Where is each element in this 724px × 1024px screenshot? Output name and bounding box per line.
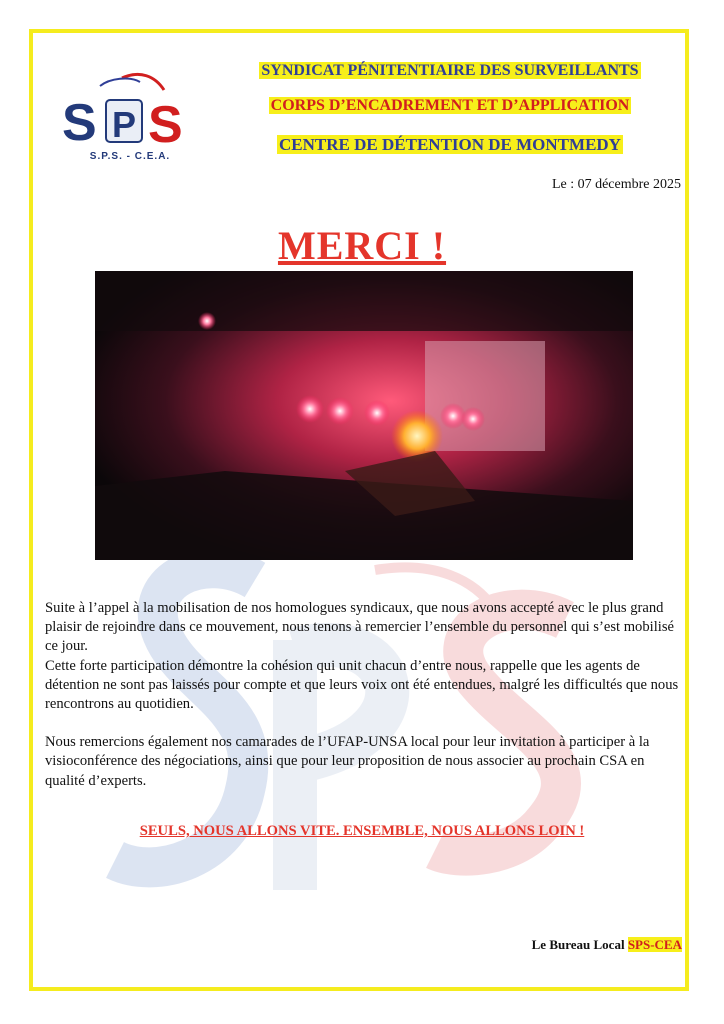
header-union-name: SYNDICAT PÉNITENTIAIRE DES SURVEILLANTS (261, 62, 639, 79)
mobilization-photo (95, 271, 633, 560)
paragraph-mobilization: Suite à l’appel à la mobilisation de nos homologues syndicaux, que nous avons accepté avec le plus grand plaisir de rejoindre dans ce mouvement, nous tenons à remercier l’ensemble du personnel qui s’est mobilisé ce jour. (45, 600, 674, 655)
paragraph-thanks-ufap: Nous remercions également nos camarades de l’UFAP-UNSA local pour leur invitation à participer à la visioconférence des négociations, ainsi que pour leur proposition de nous associer au prochain CSA en qualité d’experts. (45, 734, 650, 789)
paragraph-cohesion: Cette forte participation démontre la cohésion qui unit chacun d’entre nous, rappelle que les agents de détention ne sont pas laissés pour compte et que leurs voix ont été entendues, malgré les difficultés que nous rencontrons au quotidien. (45, 657, 679, 713)
header-center: CENTRE DE DÉTENTION DE MONTMEDY (279, 135, 621, 154)
document-date: Le : 07 décembre 2025 (551, 177, 681, 192)
page-title: MERCI ! (277, 223, 447, 268)
logo-letter-s2: S (148, 96, 183, 154)
signature: Le Bureau Local SPS-CEA (531, 937, 682, 952)
body-text (45, 599, 683, 791)
sps-logo (60, 70, 200, 160)
logo-caption: S.P.S. - C.E.A. (89, 151, 171, 162)
slogan: SEULS, NOUS ALLONS VITE. ENSEMBLE, NOUS ALLONS LOIN ! (139, 823, 585, 839)
logo-letter-p: P (112, 104, 137, 145)
signature-highlight: SPS-CEA (627, 937, 682, 952)
logo-letter-s1: S (62, 94, 97, 152)
header-corps: CORPS D’ENCADREMENT ET D’APPLICATION (270, 97, 630, 114)
